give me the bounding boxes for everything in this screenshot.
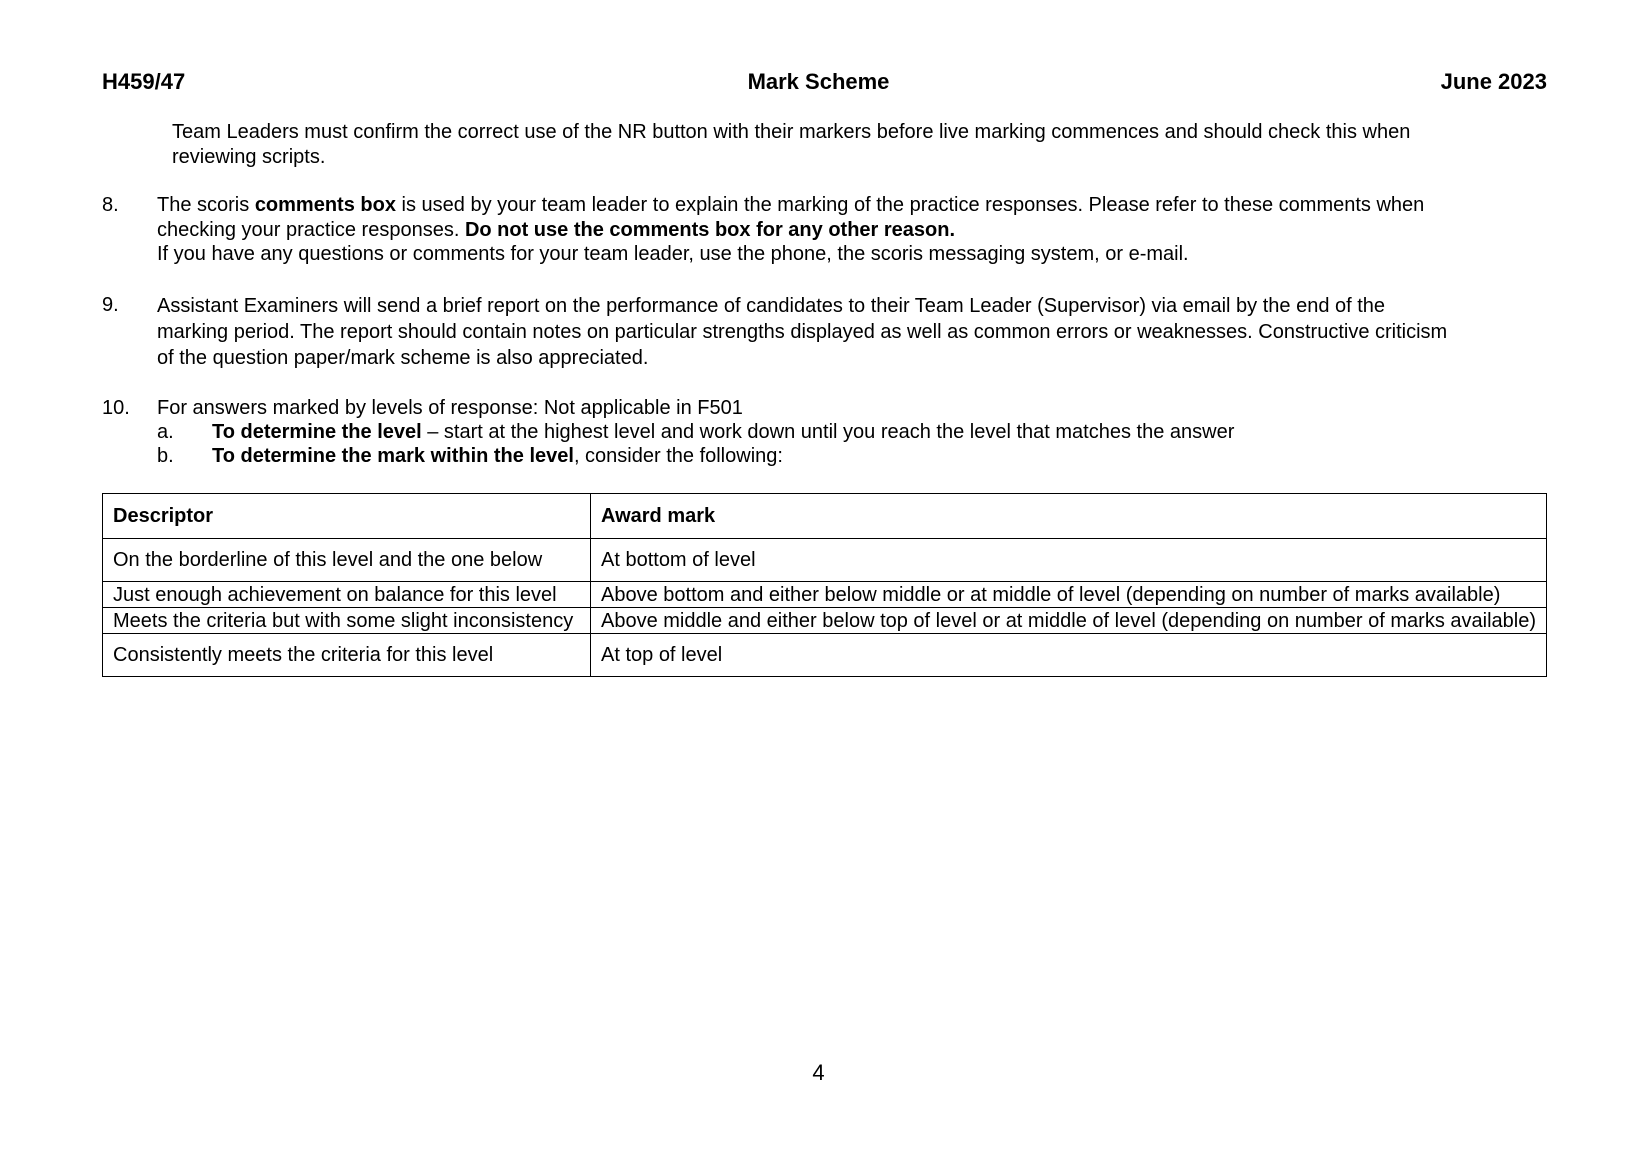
- table-cell-descriptor: Just enough achievement on balance for this level: [103, 582, 591, 608]
- item-8-body: [157, 193, 1557, 267]
- table-row: [103, 608, 1547, 634]
- table-cell-descriptor: Meets the criteria but with some slight inconsistency: [103, 608, 591, 634]
- intro-line-1: Team Leaders must confirm the correct use of the NR button with their markers before live marking commences and should check this when: [172, 121, 1411, 143]
- sub-item-letter: b.: [157, 445, 174, 467]
- item-8-bold-warning: Do not use the comments box for any other reason.: [464, 218, 956, 241]
- item-9-body: [157, 293, 1557, 371]
- paper-code: H459/47: [102, 69, 186, 94]
- levels-table: [102, 493, 1547, 677]
- item-9-line-3: of the question paper/mark scheme is also appreciated.: [157, 347, 649, 369]
- sub-item-b-bold: To determine the mark within the level: [212, 445, 574, 467]
- page-title: Mark Scheme: [747, 69, 890, 94]
- item-9-line-1: Assistant Examiners will send a brief report on the performance of candidates to their Team Leader (Supervisor) via email by the end of the: [157, 295, 1386, 317]
- table-cell-award-mark: At top of level: [591, 634, 1547, 677]
- sub-item-a-bold: To determine the level: [212, 421, 422, 443]
- table-header-descriptor: Descriptor: [103, 494, 591, 539]
- item-10-text: For answers marked by levels of response: Not applicable in F501: [157, 397, 743, 419]
- table-row: [103, 539, 1547, 582]
- item-9-line-2: marking period. The report should contain notes on particular strengths displayed as well as common errors or weaknesses. Constructive criticism: [157, 321, 1448, 343]
- item-number: 10.: [102, 397, 130, 419]
- table-header-row: [103, 494, 1547, 539]
- table-cell-descriptor: Consistently meets the criteria for this level: [103, 634, 591, 677]
- table-cell-award-mark: At bottom of level: [591, 539, 1547, 582]
- item-8-line-2: checking your practice responses.: [157, 218, 465, 241]
- intro-paragraph: [172, 120, 1552, 169]
- item-8-line-3: If you have any questions or comments for your team leader, use the phone, the scoris messaging system, or e-mail.: [157, 243, 1189, 265]
- item-8-text-pre: The scoris: [157, 194, 255, 216]
- item-8-bold-comments-box: comments box: [254, 194, 396, 216]
- sub-item-a-text: [212, 420, 1234, 445]
- item-8-text-mid: is used by your team leader to explain the marking of the practice responses. Please refer to these comments when: [395, 194, 1425, 216]
- sub-item-b-rest: , consider the following:: [573, 445, 783, 467]
- table-cell-award-mark: Above bottom and either below middle or at middle of level (depending on number of marks available): [591, 582, 1547, 608]
- sub-item-letter: a.: [157, 421, 174, 443]
- item-number: 8.: [102, 194, 119, 216]
- sub-item-b-text: [212, 444, 783, 469]
- intro-line-2: reviewing scripts.: [172, 145, 326, 168]
- table-cell-descriptor: On the borderline of this level and the one below: [103, 539, 591, 582]
- table-row: [103, 582, 1547, 608]
- table-header-award-mark: Award mark: [591, 494, 1547, 539]
- item-number: 9.: [102, 294, 119, 316]
- exam-date: June 2023: [1440, 69, 1547, 94]
- page-number: 4: [812, 1060, 825, 1085]
- sub-item-a-rest: – start at the highest level and work down until you reach the level that matches the answer: [421, 421, 1235, 443]
- table-cell-award-mark: Above middle and either below top of level or at middle of level (depending on number of marks available): [591, 608, 1547, 634]
- table-row: [103, 634, 1547, 677]
